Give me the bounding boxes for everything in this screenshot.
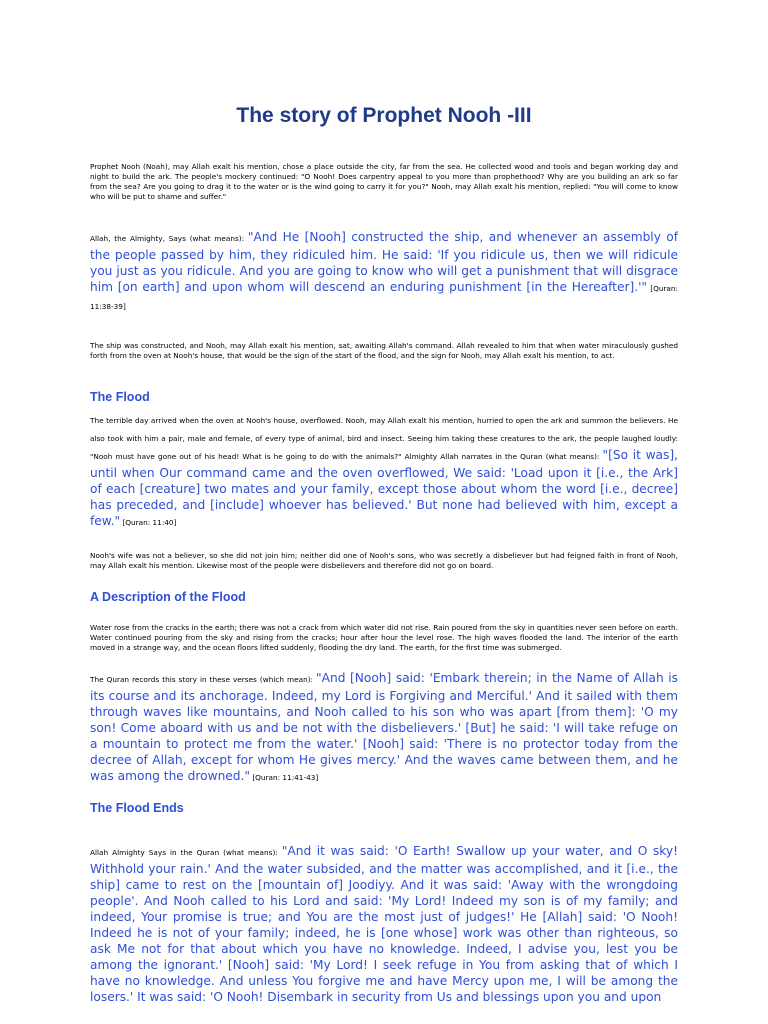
document-page bbox=[90, 0, 678, 1005]
section-heading-flood-ends: The Flood Ends bbox=[90, 801, 184, 815]
quran-quote-3: "And [Nooh] said: 'Embark therein; in the Name of Allah is its course and its anchorage. Indeed, my Lord is Forgiving and Merciful.' And it sailed with them through waves like mountains, and Nooh called to his son who was apart [from them]: 'O my son! Come aboard with us and be not with the disbelievers.' [But] he said: 'I will take refuge on a mountain to protect me from the water.' [Nooh] said: 'There is no protector today from the decree of Allah, except for whom He gives mercy.' And the waves came between them, and he was among the drowned." bbox=[90, 671, 678, 783]
paragraph-2 bbox=[90, 229, 678, 315]
paragraph-3: The ship was constructed, and Nooh, may Allah exalt his mention, sat, awaiting Allah's command. Allah revealed to him that when water miraculously gushed forth from the oven at Nooh's house, that would be the sign of the start of the flood, and the sign for Nooh, may Allah exalt his mention, to act. bbox=[90, 341, 678, 360]
paragraph-1: Prophet Nooh (Noah), may Allah exalt his mention, chose a place outside the city, far from the sea. He collected wood and tools and began working day and night to build the ark. The people's mockery continued: "O Nooh! Does carpentry appeal to you more than prophethood? Why are you building an ark so far from the sea? Are you going to drag it to the water or is the wind going to carry it for you?" Nooh, may Allah exalt his mention, replied: "You will come to know who will be put to shame and suffer." bbox=[90, 162, 678, 201]
quran-quote-4: "And it was said: 'O Earth! Swallow up your water, and O sky! Withhold your rain.' And the water subsided, and the matter was accomplished, and it [i.e., the ship] came to rest on the [mountain of] Joodiyy. And it was said: 'Away with the wrongdoing people'. And Nooh called to his Lord and said: 'My Lord! Indeed my son is of my family; and indeed, Your promise is true; and You are the most just of judges!' He [Allah] said: 'O Nooh! Indeed he is not of your family; indeed, he is [one whose] work was other than righteous, so ask Me not for that about which you have no knowledge. Indeed, I advise you, lest you be among the ignorant.' [Nooh] said: 'My Lord! I seek refuge in You from asking that of which I have no knowledge. And unless You forgive me and have Mercy upon me, I will be among the losers.' It was said: 'O Nooh! Disembark in security from Us and blessings upon you and upon bbox=[90, 844, 678, 1004]
paragraph-8-lead: Allah Almighty Says in the Quran (what means): bbox=[90, 848, 282, 857]
paragraph-4 bbox=[90, 411, 678, 531]
paragraph-7-lead: The Quran records this story in these verses (which mean): bbox=[90, 675, 317, 684]
paragraph-6: Water rose from the cracks in the earth; there was not a crack from which water did not rise. Rain poured from the sky in quantities never seen before on earth. Water continued pouring from the sky and rising from the cracks; hour after hour the level rose. The high waves flooded the land. The interior of the earth moved in a strange way, and the ocean floors lifted suddenly, flooding the dry land. The earth, for the first time was submerged. bbox=[90, 623, 678, 652]
quran-quote-2: "[So it was], until when Our command came and the oven overflowed, We said: 'Load upon it [i.e., the Ark] of each [creature] two mates and your family, except those about whom the word [i.e., decree] has preceded, and [include] whoever has believed.' But none had believed with him, except a few." bbox=[90, 448, 678, 528]
paragraph-5: Nooh's wife was not a believer, so she did not join him; neither did one of Nooh's sons, who was secretly a disbeliever but had feigned faith in front of Nooh, may Allah exalt his mention. Likewise most of the people were disbelievers and therefore did not go on board. bbox=[90, 551, 678, 570]
quran-reference-2: [Quran: 11:40] bbox=[120, 518, 177, 527]
quran-reference-1: [Quran: 11:38-39] bbox=[90, 284, 678, 311]
quran-reference-3: [Quran: 11:41-43] bbox=[250, 773, 319, 782]
paragraph-8 bbox=[90, 843, 678, 1005]
paragraph-7 bbox=[90, 670, 678, 786]
paragraph-4-lead: The terrible day arrived when the oven at Nooh's house, overflowed. Nooh, may Allah exalt his mention, hurried to open the ark and summon the believers. He also took with him a pair, male and female, of every type of animal, bird and insect. Seeing him taking these creatures to the ark, the people laughed loudly: "Nooh must have gone out of his head! What is he going to do with the animals?" Almighty Allah narrates in the Quran (what means): bbox=[90, 416, 678, 461]
section-heading-the-flood: The Flood bbox=[90, 390, 150, 404]
quran-quote-1: "And He [Nooh] constructed the ship, and whenever an assembly of the people passed by him, they ridiculed him. He said: 'If you ridicule us, then we will ridicule you just as you ridicule. And you are going to know who will get a punishment that will disgrace him [on earth] and upon whom will descend an enduring punishment [in the Hereafter].'" bbox=[90, 230, 678, 294]
paragraph-2-lead: Allah, the Almighty, Says (what means): bbox=[90, 234, 248, 243]
section-heading-description-of-flood: A Description of the Flood bbox=[90, 590, 246, 604]
page-title: The story of Prophet Nooh -III bbox=[236, 104, 532, 127]
